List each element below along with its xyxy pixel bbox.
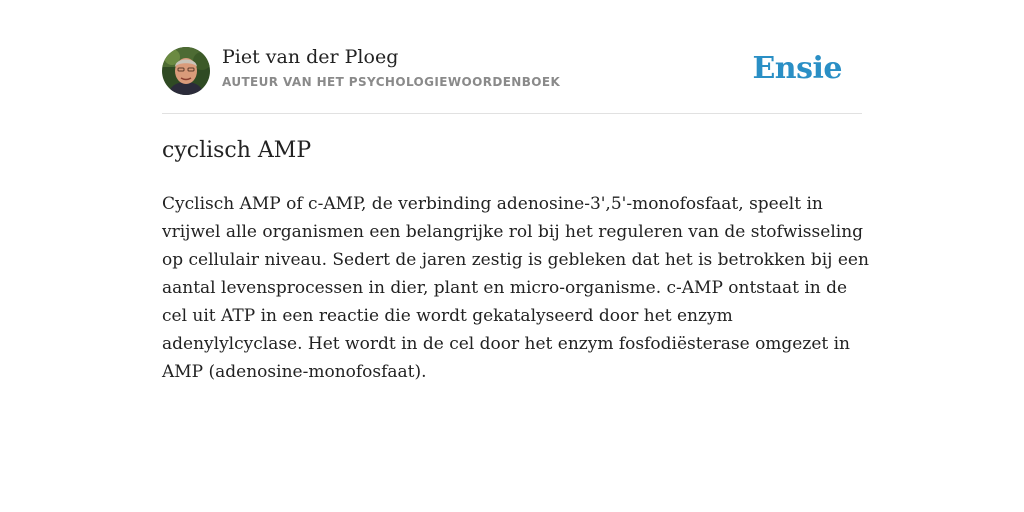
ensie-logo[interactable]: Ensie — [752, 51, 842, 86]
author-portrait-icon — [162, 47, 210, 95]
header-divider — [162, 113, 862, 114]
author-name[interactable]: Piet van der Ploeg — [222, 46, 399, 68]
article-body-line: aantal levensprocessen in dier, plant en micro-organisme. c-AMP ontstaat in de — [162, 278, 848, 298]
author-header — [162, 46, 862, 96]
article-body-line: adenylylcyclase. Het wordt in de cel door het enzym fosfodiësterase omgezet in — [162, 334, 851, 354]
article-body-line: op cellulair niveau. Sedert de jaren zestig is gebleken dat het is betrokken bij een — [162, 250, 869, 270]
author-avatar[interactable] — [162, 47, 210, 95]
article-body-line: cel uit ATP in een reactie die wordt gekatalyseerd door het enzym — [162, 306, 733, 326]
article-body-line: Cyclisch AMP of c-AMP, de verbinding adenosine-3',5'-monofosfaat, speelt in — [162, 194, 823, 214]
article-body — [162, 190, 869, 386]
article-body-line: vrijwel alle organismen een belangrijke rol bij het reguleren van de stofwisseling — [162, 222, 864, 242]
author-role: AUTEUR VAN HET PSYCHOLOGIEWOORDENBOEK — [222, 75, 561, 89]
definition-card — [162, 0, 869, 512]
article-body-line: AMP (adenosine-monofosfaat). — [162, 362, 427, 382]
article-title: cyclisch AMP — [162, 138, 312, 163]
